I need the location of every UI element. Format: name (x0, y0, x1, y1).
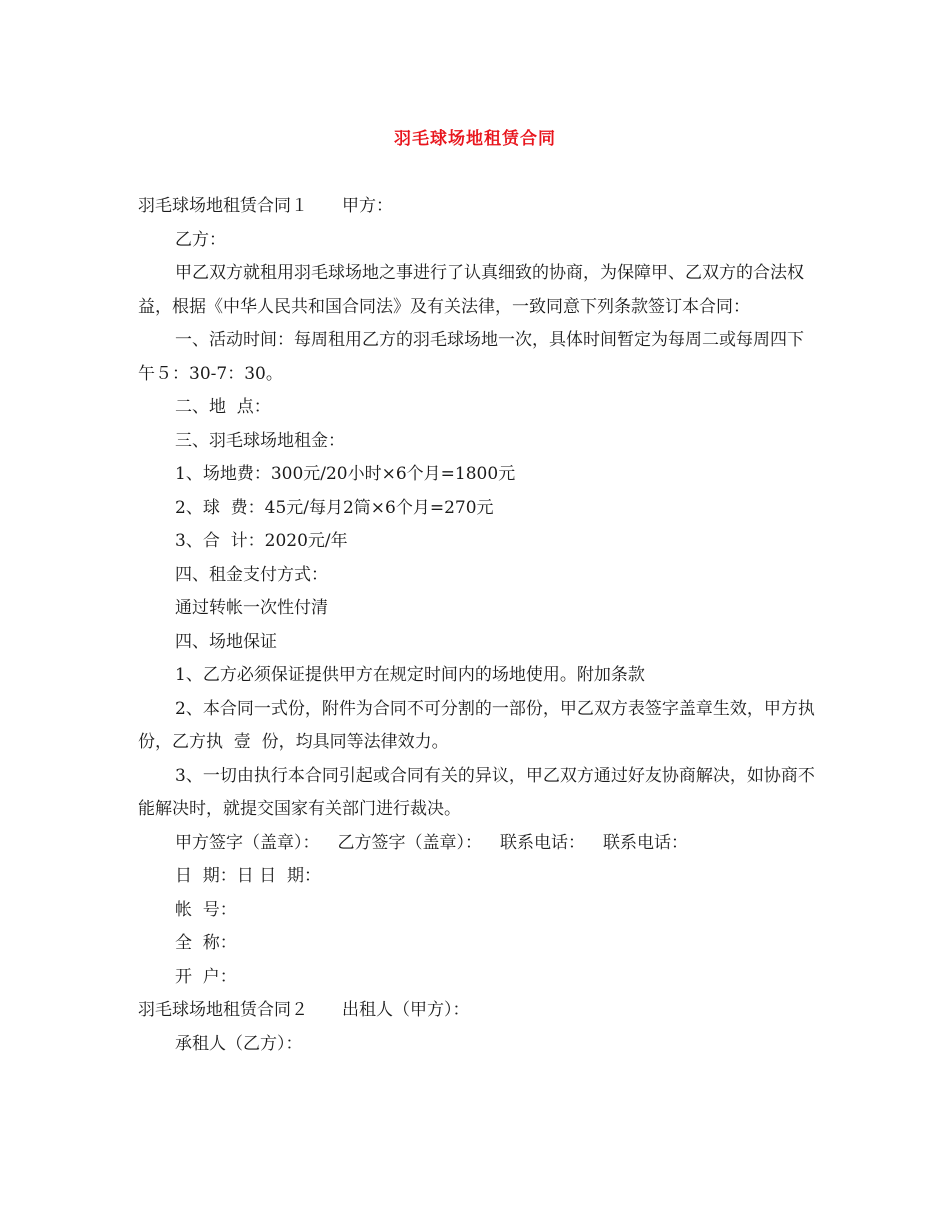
rent-item-venue-fee: 1、场地费：300元/20小时×6个月=1800元 (175, 464, 516, 484)
party-a-phone-label: 联系电话： (500, 832, 585, 853)
date-line: 日 期：日 日 期： (175, 866, 322, 886)
bank-line: 开 户： (175, 966, 237, 987)
signature-row (138, 827, 818, 861)
party-b-line: 乙方： (175, 229, 226, 250)
document-title: 羽毛球场地租赁合同 (394, 129, 556, 149)
contract-2-heading: 羽毛球场地租赁合同２ 出租人（甲方）： (138, 1000, 470, 1020)
clause-guarantee-heading: 四、场地保证 (175, 631, 277, 652)
clause-rent-heading: 三、羽毛球场地租金： (175, 430, 345, 451)
rent-item-total: 3、合 计：2020元/年 (175, 531, 348, 551)
lessee-line: 承租人（乙方）： (175, 1033, 303, 1054)
clause-location: 二、地 点： (175, 397, 271, 417)
payment-method: 通过转帐一次性付清 (175, 598, 328, 618)
contract-1-heading: 羽毛球场地租赁合同１ 甲方： (138, 196, 393, 216)
preamble-paragraph: 甲乙双方就租用羽毛球场地之事进行了认真细致的协商，为保障甲、乙双方的合法权益，根据《中华人民共和国合同法》及有关法律，一致同意下列条款签订本合同： (138, 263, 804, 317)
account-number-line: 帐 号： (175, 899, 237, 920)
guarantee-item-1: 1、乙方必须保证提供甲方在规定时间内的场地使用。附加条款 (175, 665, 645, 685)
party-a-signature-label: 甲方签字（盖章）： (175, 832, 320, 853)
document-body (138, 190, 818, 1061)
account-name-line: 全 称： (175, 933, 237, 953)
guarantee-item-2: 2、本合同一式份，附件为合同不可分割的一部份，甲乙双方表签字盖章生效，甲方执份，乙方执 壹 份，均具同等法律效力。 (138, 698, 815, 752)
clause-activity-time: 一、活动时间：每周租用乙方的羽毛球场地一次，具体时间暂定为每周二或每周四下午５：30-7：30。 (138, 330, 804, 384)
clause-payment-heading: 四、租金支付方式： (175, 564, 328, 585)
rent-item-ball-fee: 2、球 费：45元/每月2筒×6个月=270元 (175, 497, 494, 518)
guarantee-item-3: 3、一切由执行本合同引起或合同有关的异议，甲乙双方通过好友协商解决，如协商不能解决时，就提交国家有关部门进行裁决。 (138, 765, 815, 819)
party-b-phone-label: 联系电话： (603, 832, 688, 853)
party-b-signature-label: 乙方签字（盖章）： (337, 832, 482, 853)
